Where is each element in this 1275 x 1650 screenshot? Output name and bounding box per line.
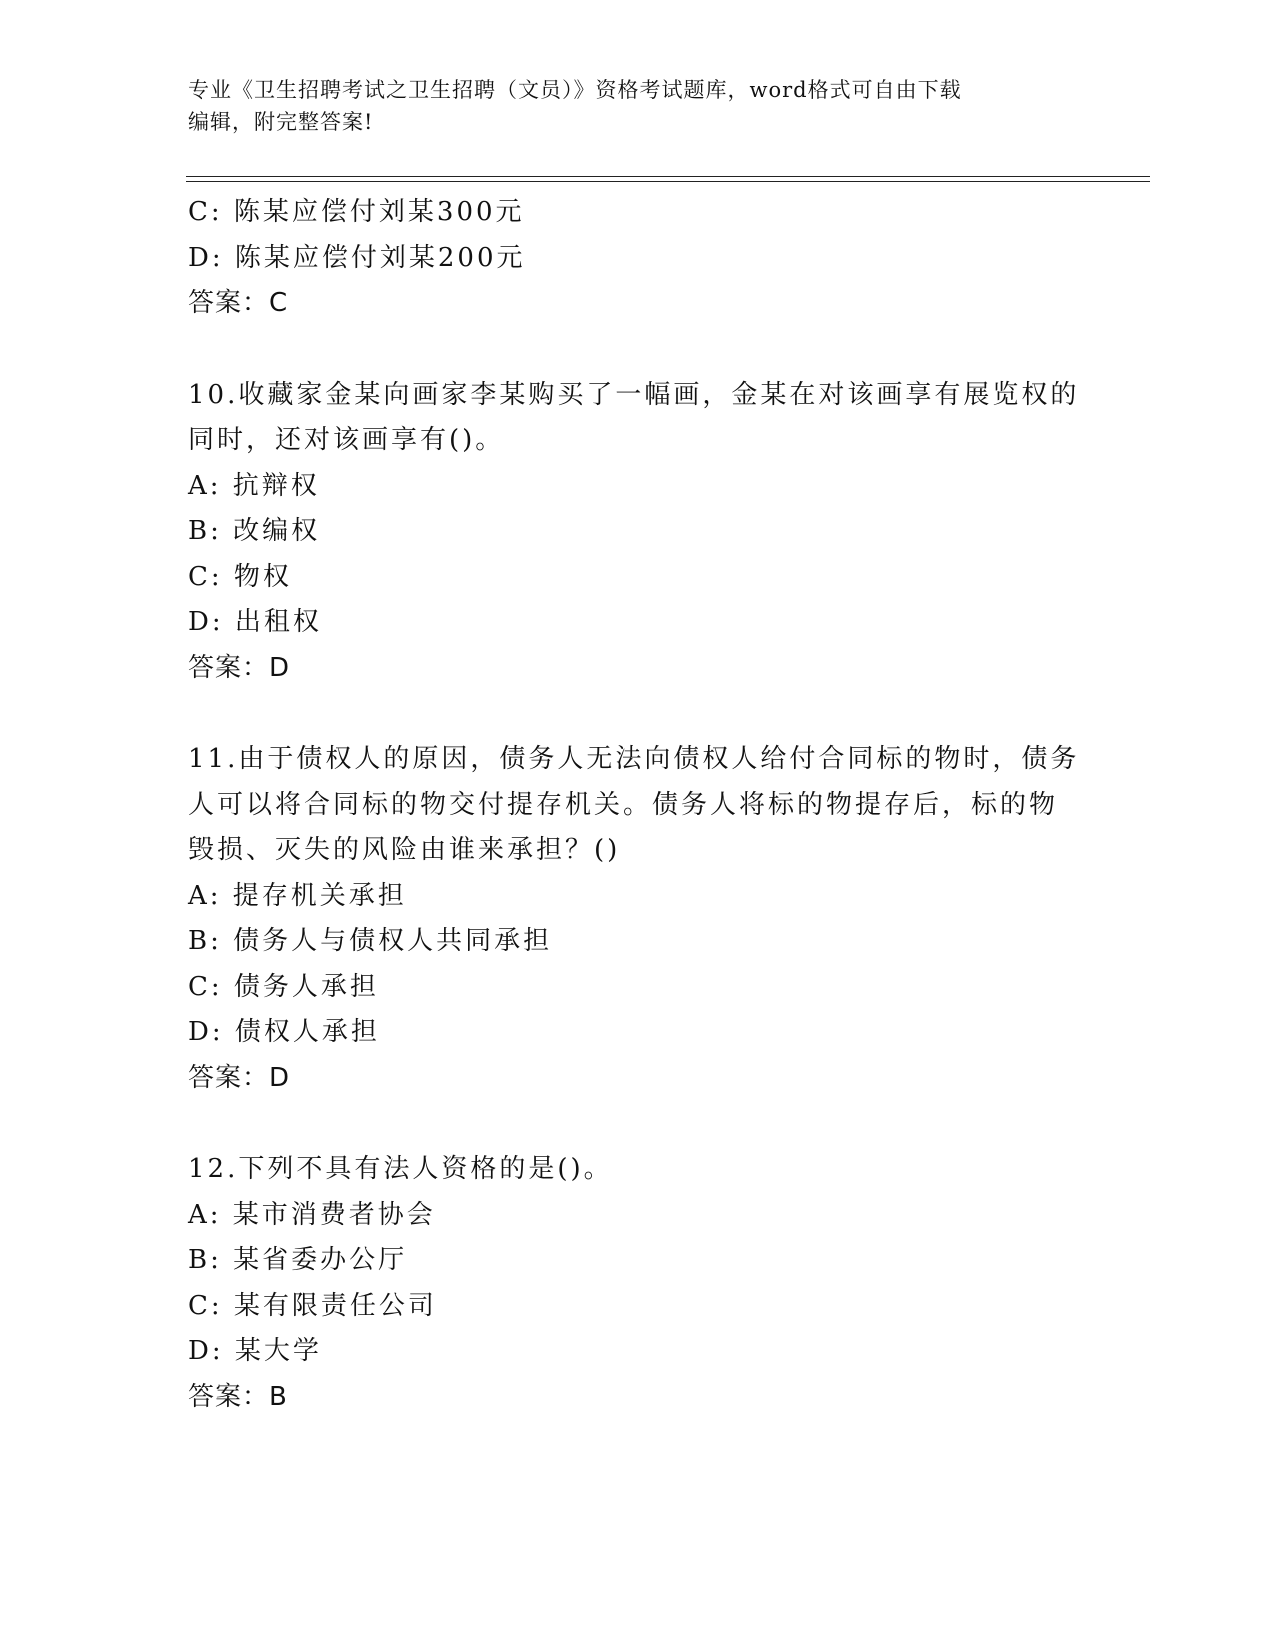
option-d: D: 陈某应偿付刘某200元 [188,242,526,273]
spacer [188,691,1088,737]
document-header [188,74,1068,138]
spacer [188,327,1088,373]
question-stem-line: 人可以将合同标的物交付提存机关。债务人将标的物提存后，标的物 [188,789,1059,820]
option-b: B: 改编权 [188,516,321,546]
header-line-1: 专业《卫生招聘考试之卫生招聘（文员）》资格考试题库，word格式可自由下载 [188,78,962,102]
header-divider-bottom [186,181,1150,182]
question-stem-line: 10.收藏家金某向画家李某购买了一幅画，金某在对该画享有展览权的 [188,379,1080,410]
option-a: A: 抗辩权 [188,470,320,501]
question-12 [188,1147,1088,1420]
option-c: C: 陈某应偿付刘某300元 [188,197,525,227]
option-d: D: 某大学 [188,1336,322,1366]
answer: 答案：D [188,1062,291,1093]
answer: 答案：C [188,288,289,318]
question-content [188,190,1088,1420]
option-b: B: 债务人与债权人共同承担 [188,926,553,956]
question-stem-line: 同时，还对该画享有()。 [188,425,505,455]
option-c: C: 某有限责任公司 [188,1290,437,1321]
option-d: D: 出租权 [188,607,322,637]
option-a: A: 某市消费者协会 [188,1199,436,1230]
option-c: C: 物权 [188,561,292,592]
question-stem-line: 毁损、灭失的风险由谁来承担？() [188,835,621,865]
option-c: C: 债务人承担 [188,971,379,1002]
answer: 答案：B [188,1381,288,1412]
header-line-2: 编辑，附完整答案! [188,110,374,134]
option-a: A: 提存机关承担 [188,880,407,911]
spacer [188,1101,1088,1147]
question-stem-line: 11.由于债权人的原因，债务人无法向债权人给付合同标的物时，债务 [188,744,1080,774]
header-divider-top [186,176,1150,177]
question-stem-line: 12.下列不具有法人资格的是()。 [188,1154,613,1184]
option-b: B: 某省委办公厅 [188,1245,408,1275]
option-d: D: 债权人承担 [188,1017,380,1047]
question-11 [188,737,1088,1101]
question-9-tail [188,190,1088,327]
answer: 答案：D [188,652,291,683]
question-10 [188,373,1088,692]
